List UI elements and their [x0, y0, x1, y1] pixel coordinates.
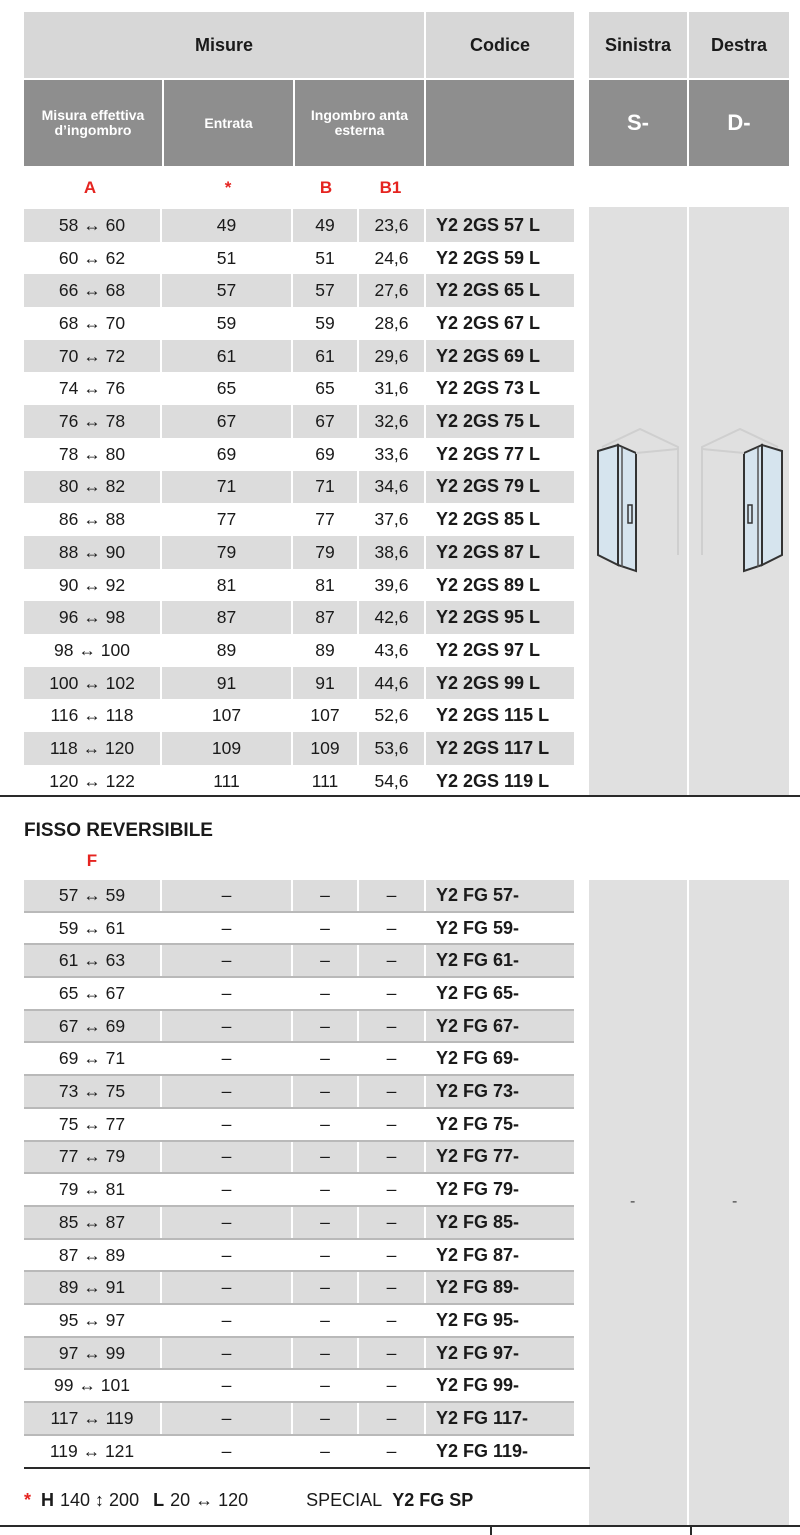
entrata-cell: –: [162, 913, 293, 944]
b1-cell: 39,6: [359, 569, 426, 602]
b1-cell: 28,6: [359, 307, 426, 340]
ingombro-cell: 71: [293, 471, 359, 504]
entrata-cell: 67: [162, 405, 293, 438]
column-letter-b: B: [319, 178, 333, 197]
entrata-cell: 59: [162, 307, 293, 340]
table-row: [24, 1142, 574, 1175]
b1-cell: 44,6: [359, 667, 426, 700]
table-row: [24, 945, 574, 978]
code-cell: Y2 FG 77-: [436, 1146, 520, 1167]
b1-cell: 34,6: [359, 471, 426, 504]
table2-side-divider: [687, 880, 689, 1525]
entrata-cell: 51: [162, 242, 293, 275]
ingombro-cell: 69: [293, 438, 359, 471]
b1-cell: 52,6: [359, 700, 426, 733]
subheader-sinistra-label: S-: [627, 110, 649, 135]
b1-cell: –: [359, 1044, 426, 1075]
entrata-cell: –: [162, 1109, 293, 1140]
header-codice-label: Codice: [469, 34, 530, 55]
range-cell: 60 ↔ 62: [24, 242, 162, 275]
code-cell: Y2 FG 59-: [436, 917, 520, 938]
ingombro-cell: 107: [293, 700, 359, 733]
table-row: [24, 373, 574, 406]
range-cell: 58 ↔ 60: [24, 209, 162, 242]
code-cell: Y2 FG 99-: [436, 1375, 520, 1396]
b1-cell: 24,6: [359, 242, 426, 275]
code-cell: Y2 FG 65-: [436, 982, 520, 1003]
page-bottom-rule: [0, 1525, 800, 1527]
entrata-cell: –: [162, 1076, 293, 1107]
ingombro-cell: 77: [293, 503, 359, 536]
range-cell: 118 ↔ 120: [24, 732, 162, 765]
ingombro-cell: –: [293, 1142, 359, 1173]
code-cell: Y2 2GS 89 L: [436, 574, 541, 595]
entrata-cell: –: [162, 1403, 293, 1434]
ingombro-cell: –: [293, 1436, 359, 1467]
range-cell: 68 ↔ 70: [24, 307, 162, 340]
entrata-cell: 87: [162, 601, 293, 634]
b1-cell: 27,6: [359, 274, 426, 307]
table-row: [24, 438, 574, 471]
code-cell: Y2 2GS 77 L: [436, 443, 541, 464]
table-row: [24, 1403, 574, 1436]
table-row: [24, 1305, 574, 1338]
code-cell: Y2 2GS 65 L: [436, 280, 541, 301]
column-letter-star: *: [224, 178, 232, 197]
table-row: [24, 1044, 574, 1077]
code-cell: Y2 FG 79-: [436, 1179, 520, 1200]
table2-special-rule: [24, 1467, 590, 1469]
table-row: [24, 1436, 574, 1469]
code-cell: Y2 2GS 85 L: [436, 509, 541, 530]
range-cell: 73 ↔ 75: [24, 1076, 162, 1107]
code-cell: Y2 2GS 117 L: [436, 738, 550, 759]
code-cell: Y2 2GS 79 L: [436, 476, 541, 497]
code-cell: Y2 FG 61-: [436, 950, 520, 971]
entrata-cell: –: [162, 1305, 293, 1336]
range-cell: 69 ↔ 71: [24, 1044, 162, 1075]
code-cell: Y2 2GS 69 L: [436, 345, 541, 366]
range-cell: 90 ↔ 92: [24, 569, 162, 602]
entrata-cell: –: [162, 978, 293, 1009]
code-cell: Y2 FG 73-: [436, 1081, 520, 1102]
table1-bottom-rule: [0, 795, 800, 797]
b1-cell: –: [359, 1371, 426, 1402]
table-row: [24, 913, 574, 946]
table-row: [24, 601, 574, 634]
subheader-ingombro-anta: [295, 80, 424, 166]
range-cell: 70 ↔ 72: [24, 340, 162, 373]
page-bottom-tick-2: [690, 1525, 692, 1535]
ingombro-cell: –: [293, 913, 359, 944]
code-cell: Y2 2GS 119 L: [436, 770, 550, 791]
shower-enclosure-left-icon: [592, 425, 686, 573]
code-cell: Y2 FG 117-: [436, 1408, 529, 1429]
ingombro-cell: –: [293, 1044, 359, 1075]
table-row: [24, 1174, 574, 1207]
ingombro-cell: 87: [293, 601, 359, 634]
entrata-cell: 69: [162, 438, 293, 471]
b1-cell: –: [359, 945, 426, 976]
ingombro-cell: –: [293, 1338, 359, 1369]
entrata-cell: 81: [162, 569, 293, 602]
entrata-cell: 91: [162, 667, 293, 700]
table-row: [24, 307, 574, 340]
range-cell: 96 ↔ 98: [24, 601, 162, 634]
b1-cell: –: [359, 1109, 426, 1140]
ingombro-cell: –: [293, 978, 359, 1009]
range-cell: 65 ↔ 67: [24, 978, 162, 1009]
footer-special-row: [24, 1487, 584, 1513]
range-cell: 74 ↔ 76: [24, 373, 162, 406]
code-cell: Y2 FG 97-: [436, 1342, 520, 1363]
range-cell: 98 ↔ 100: [24, 634, 162, 667]
range-cell: 97 ↔ 99: [24, 1338, 162, 1369]
ingombro-cell: 109: [293, 732, 359, 765]
table-row: [24, 340, 574, 373]
ingombro-cell: 57: [293, 274, 359, 307]
b1-cell: –: [359, 913, 426, 944]
range-cell: 79 ↔ 81: [24, 1174, 162, 1205]
b1-cell: –: [359, 1305, 426, 1336]
ingombro-cell: 51: [293, 242, 359, 275]
range-cell: 59 ↔ 61: [24, 913, 162, 944]
footer-l-label: L: [153, 1489, 165, 1510]
code-cell: Y2 FG 67-: [436, 1015, 520, 1036]
range-cell: 116 ↔ 118: [24, 700, 162, 733]
b1-cell: 37,6: [359, 503, 426, 536]
b1-cell: 43,6: [359, 634, 426, 667]
ingombro-cell: 65: [293, 373, 359, 406]
header-misure: [24, 12, 424, 78]
table-row: [24, 405, 574, 438]
b1-cell: –: [359, 1207, 426, 1238]
table-row: [24, 1338, 574, 1371]
range-cell: 75 ↔ 77: [24, 1109, 162, 1140]
ingombro-cell: –: [293, 1174, 359, 1205]
table2-side-panel: [589, 880, 789, 1525]
b1-cell: 31,6: [359, 373, 426, 406]
b1-cell: 23,6: [359, 209, 426, 242]
ingombro-cell: –: [293, 1207, 359, 1238]
entrata-cell: –: [162, 1338, 293, 1369]
table-row: [24, 1371, 574, 1404]
ingombro-cell: –: [293, 1240, 359, 1271]
entrata-cell: –: [162, 1207, 293, 1238]
entrata-cell: –: [162, 1174, 293, 1205]
subheader-misura-effettiva: [24, 80, 162, 166]
entrata-cell: 89: [162, 634, 293, 667]
table-row: [24, 1011, 574, 1044]
b1-cell: 33,6: [359, 438, 426, 471]
b1-cell: 38,6: [359, 536, 426, 569]
table-row: [24, 1240, 574, 1273]
b1-cell: –: [359, 1338, 426, 1369]
entrata-cell: –: [162, 1011, 293, 1042]
entrata-cell: 107: [162, 700, 293, 733]
b1-cell: –: [359, 1436, 426, 1467]
range-cell: 67 ↔ 69: [24, 1011, 162, 1042]
entrata-cell: 61: [162, 340, 293, 373]
entrata-cell: 49: [162, 209, 293, 242]
table-row: [24, 209, 574, 242]
table2-sinistra-dash: -: [630, 1193, 636, 1210]
entrata-cell: –: [162, 1240, 293, 1271]
b1-cell: –: [359, 1240, 426, 1271]
b1-cell: –: [359, 1011, 426, 1042]
footer-h-label: H: [41, 1489, 55, 1510]
entrata-cell: 57: [162, 274, 293, 307]
range-cell: 100 ↔ 102: [24, 667, 162, 700]
subheader-sinistra: [589, 80, 687, 166]
table-row: [24, 569, 574, 602]
ingombro-cell: –: [293, 945, 359, 976]
footer-special-label: SPECIAL: [306, 1489, 383, 1510]
table-row: [24, 242, 574, 275]
header-codice: [426, 12, 574, 78]
b1-cell: 32,6: [359, 405, 426, 438]
range-cell: 117 ↔ 119: [24, 1403, 162, 1434]
range-cell: 80 ↔ 82: [24, 471, 162, 504]
range-cell: 95 ↔ 97: [24, 1305, 162, 1336]
range-cell: 76 ↔ 78: [24, 405, 162, 438]
b1-cell: –: [359, 1272, 426, 1303]
ingombro-cell: –: [293, 1076, 359, 1107]
table-row: [24, 471, 574, 504]
range-cell: 61 ↔ 63: [24, 945, 162, 976]
range-cell: 57 ↔ 59: [24, 880, 162, 911]
table2-destra-dash: -: [732, 1193, 738, 1210]
ingombro-cell: –: [293, 1371, 359, 1402]
entrata-cell: –: [162, 1272, 293, 1303]
subheader-ingombro-anta-label: Ingombro anta esterna: [310, 107, 409, 138]
subheader-destra-label: D-: [727, 110, 751, 135]
header-misure-label: Misure: [194, 34, 254, 55]
code-cell: Y2 2GS 67 L: [436, 312, 541, 333]
code-cell: Y2 2GS 97 L: [436, 639, 541, 660]
ingombro-cell: –: [293, 1272, 359, 1303]
entrata-cell: 111: [162, 765, 293, 798]
b1-cell: –: [359, 1174, 426, 1205]
table-row: [24, 536, 574, 569]
table-row: [24, 634, 574, 667]
table-row: [24, 978, 574, 1011]
ingombro-cell: 91: [293, 667, 359, 700]
page-bottom-tick-1: [490, 1525, 492, 1535]
code-cell: Y2 FG 57-: [436, 884, 520, 905]
entrata-cell: 77: [162, 503, 293, 536]
range-cell: 119 ↔ 121: [24, 1436, 162, 1467]
footer-star: *: [24, 1489, 32, 1510]
code-cell: Y2 FG 75-: [436, 1113, 520, 1134]
ingombro-cell: 81: [293, 569, 359, 602]
ingombro-cell: 89: [293, 634, 359, 667]
range-cell: 99 ↔ 101: [24, 1371, 162, 1402]
b1-cell: 54,6: [359, 765, 426, 798]
table-row: [24, 667, 574, 700]
header-sinistra: [589, 12, 687, 78]
ingombro-cell: 59: [293, 307, 359, 340]
table-row: [24, 1272, 574, 1305]
ingombro-cell: –: [293, 1011, 359, 1042]
entrata-cell: 79: [162, 536, 293, 569]
entrata-cell: –: [162, 945, 293, 976]
ingombro-cell: 49: [293, 209, 359, 242]
range-cell: 66 ↔ 68: [24, 274, 162, 307]
b1-cell: –: [359, 1076, 426, 1107]
code-cell: Y2 FG 87-: [436, 1244, 520, 1265]
ingombro-cell: 67: [293, 405, 359, 438]
header-destra: [689, 12, 789, 78]
code-cell: Y2 FG 119-: [436, 1440, 529, 1461]
ingombro-cell: 79: [293, 536, 359, 569]
ingombro-cell: –: [293, 1305, 359, 1336]
entrata-cell: –: [162, 1371, 293, 1402]
b1-cell: –: [359, 1142, 426, 1173]
ingombro-cell: –: [293, 880, 359, 911]
entrata-cell: 109: [162, 732, 293, 765]
subheader-entrata: [164, 80, 293, 166]
subheader-codice-empty: [426, 80, 574, 166]
range-cell: 77 ↔ 79: [24, 1142, 162, 1173]
footer-special-code: Y2 FG SP: [392, 1489, 474, 1510]
range-cell: 78 ↔ 80: [24, 438, 162, 471]
b1-cell: 53,6: [359, 732, 426, 765]
table-row: [24, 503, 574, 536]
shower-enclosure-right-icon: [694, 425, 788, 573]
range-cell: 86 ↔ 88: [24, 503, 162, 536]
entrata-cell: 65: [162, 373, 293, 406]
code-cell: Y2 2GS 99 L: [436, 672, 541, 693]
b1-cell: –: [359, 978, 426, 1009]
subheader-misura-effettiva-label: Misura effettiva d’ingombro: [41, 107, 145, 138]
table-row: [24, 1207, 574, 1240]
ingombro-cell: 111: [293, 765, 359, 798]
entrata-cell: 71: [162, 471, 293, 504]
code-cell: Y2 2GS 59 L: [436, 247, 541, 268]
column-letter-a: A: [83, 178, 97, 197]
column-letter-f: F: [86, 851, 98, 870]
code-cell: Y2 2GS 87 L: [436, 541, 541, 562]
entrata-cell: –: [162, 880, 293, 911]
code-cell: Y2 2GS 115 L: [436, 705, 550, 726]
b1-cell: –: [359, 1403, 426, 1434]
code-cell: Y2 FG 69-: [436, 1048, 520, 1069]
table-row: [24, 765, 574, 798]
subheader-entrata-label: Entrata: [204, 114, 253, 131]
range-cell: 85 ↔ 87: [24, 1207, 162, 1238]
entrata-cell: –: [162, 1436, 293, 1467]
table-row: [24, 732, 574, 765]
table-row: [24, 700, 574, 733]
b1-cell: 29,6: [359, 340, 426, 373]
ingombro-cell: 61: [293, 340, 359, 373]
code-cell: Y2 2GS 73 L: [436, 378, 541, 399]
footer-l-range: 20 ↔ 120: [170, 1489, 249, 1510]
header-sinistra-label: Sinistra: [604, 34, 672, 55]
code-cell: Y2 2GS 57 L: [436, 214, 541, 235]
code-cell: Y2 FG 85-: [436, 1211, 520, 1232]
section2-title: FISSO REVERSIBILE: [24, 820, 213, 841]
code-cell: Y2 2GS 95 L: [436, 607, 541, 628]
range-cell: 89 ↔ 91: [24, 1272, 162, 1303]
table-row: [24, 1109, 574, 1142]
footer-h-range: 140 ↕ 200: [60, 1489, 140, 1510]
code-cell: Y2 FG 89-: [436, 1277, 520, 1298]
table-row: [24, 274, 574, 307]
ingombro-cell: –: [293, 1109, 359, 1140]
entrata-cell: –: [162, 1044, 293, 1075]
code-cell: Y2 FG 95-: [436, 1309, 520, 1330]
b1-cell: 42,6: [359, 601, 426, 634]
entrata-cell: –: [162, 1142, 293, 1173]
code-cell: Y2 2GS 75 L: [436, 411, 541, 432]
table-row: [24, 1076, 574, 1109]
range-cell: 88 ↔ 90: [24, 536, 162, 569]
column-letter-b1: B1: [379, 178, 402, 197]
header-destra-label: Destra: [710, 34, 768, 55]
range-cell: 120 ↔ 122: [24, 765, 162, 798]
subheader-destra: [689, 80, 789, 166]
table-row: [24, 880, 574, 913]
range-cell: 87 ↔ 89: [24, 1240, 162, 1271]
ingombro-cell: –: [293, 1403, 359, 1434]
b1-cell: –: [359, 880, 426, 911]
